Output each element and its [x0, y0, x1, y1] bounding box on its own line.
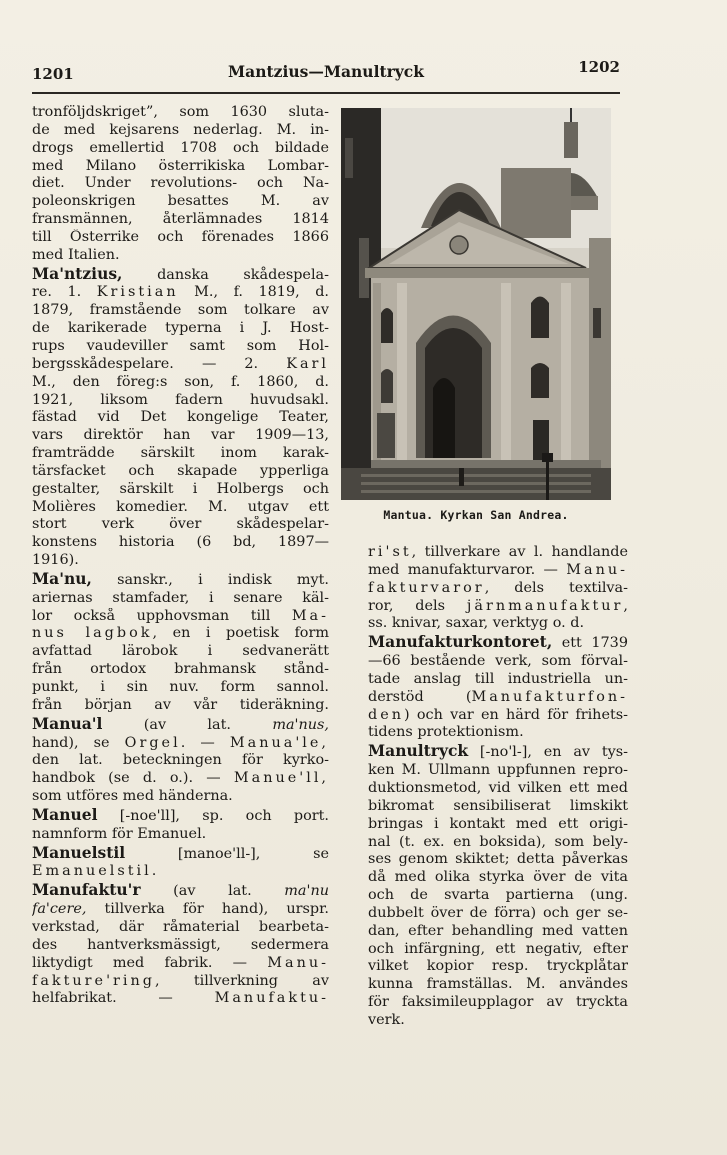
text-segment: tade anslag till industriella un-	[368, 670, 628, 687]
text-segment: handbok (se d. o.). —	[32, 770, 234, 787]
text-line	[32, 104, 329, 122]
text-segment: ror, dels	[368, 597, 467, 614]
church-photograph	[341, 108, 611, 500]
headword: Ma'nu,	[32, 569, 92, 588]
right-column	[368, 544, 628, 1030]
text-line	[32, 752, 329, 770]
text-segment: bringas i kontakt med ett origi-	[368, 815, 628, 832]
text-line	[32, 211, 329, 229]
text-segment: drogs emellertid 1708 och bildade	[32, 139, 329, 156]
text-line	[32, 826, 329, 844]
text-line	[32, 247, 329, 265]
text-line	[32, 302, 329, 320]
text-line	[368, 562, 628, 580]
text-line	[32, 374, 329, 392]
spaced-text: Ma-	[291, 607, 329, 624]
text-segment: ss. knivar, saxar, verktyg o. d.	[368, 615, 585, 632]
text-segment: framträdde särskilt inom karak-	[32, 445, 329, 462]
italic-text: fa'cere,	[32, 901, 87, 918]
text-segment: M., f. 1819, d.	[178, 284, 329, 301]
text-line	[32, 409, 329, 427]
text-segment: namnform för Emanuel.	[32, 825, 207, 842]
italic-text: ma'nu	[284, 883, 329, 900]
text-segment: 1921, liksom fadern huvudsakl.	[32, 391, 329, 408]
text-segment: dubbelt över de förra) och ger se-	[368, 904, 628, 921]
text-line	[32, 901, 329, 919]
text-segment: —66 bestående verk, som förval-	[368, 653, 628, 670]
spaced-text: Manu-	[267, 954, 329, 971]
text-segment: ) och var en härd för frihets-	[404, 706, 628, 723]
text-segment: , tillverkare av l. handlande	[411, 544, 628, 560]
spaced-text: Manufaktu-	[214, 990, 329, 1007]
text-line	[32, 844, 329, 864]
text-segment: och infärgning, ett negativ, efter	[368, 940, 628, 957]
text-line	[32, 990, 329, 1008]
text-line	[368, 633, 628, 653]
text-segment: poleonskrigen besattes M. av	[32, 193, 329, 210]
text-line	[368, 994, 628, 1012]
text-line	[368, 707, 628, 725]
text-segment: duktionsmetod, vid vilken ett med	[368, 779, 628, 796]
text-line	[32, 919, 329, 937]
text-line	[32, 392, 329, 410]
text-segment: tillverka för hand), urspr.	[86, 901, 329, 918]
text-line	[368, 958, 628, 976]
text-line	[368, 1012, 628, 1030]
text-line	[32, 284, 329, 302]
text-segment: punkt, i sin nuv. form sannol.	[32, 679, 329, 695]
text-line	[32, 481, 329, 499]
left-column	[32, 104, 329, 1008]
text-line	[32, 122, 329, 140]
headword: Manua'l	[32, 714, 103, 733]
text-line	[32, 175, 329, 193]
text-line	[32, 356, 329, 374]
text-line	[32, 320, 329, 338]
spaced-text: Manufakturfon-	[471, 688, 628, 705]
text-segment: fransmännen, återlämnades 1814	[32, 211, 329, 228]
text-line	[32, 229, 329, 247]
text-segment: ett 1739	[552, 635, 628, 652]
text-line	[32, 463, 329, 481]
spaced-text: Orgel	[124, 734, 181, 751]
text-line	[32, 534, 329, 552]
text-segment: tronföljdskriget”, som 1630 sluta-	[32, 104, 329, 120]
spaced-text: nus lagbok	[32, 625, 153, 642]
text-line	[368, 724, 628, 742]
text-line	[368, 816, 628, 834]
text-line	[368, 869, 628, 887]
text-line	[32, 955, 329, 973]
text-segment: rups vaudeviller samt som Hol-	[32, 337, 329, 354]
text-segment: som utföres med händerna.	[32, 788, 233, 805]
text-segment: avfattad lärobok i sedvanerätt	[32, 643, 329, 660]
text-segment: kunna framställas. M. användes	[368, 976, 628, 993]
text-line	[368, 544, 628, 562]
text-segment: ses genom skiktet; detta påverkas	[368, 851, 628, 868]
text-line	[368, 598, 628, 616]
text-line	[368, 671, 628, 689]
text-segment: med Milano österrikiska Lombar-	[32, 157, 329, 174]
text-segment: .	[151, 863, 157, 880]
figure-caption: Mantua. Kyrkan San Andrea.	[383, 508, 569, 522]
text-line	[32, 158, 329, 176]
text-line	[368, 689, 628, 707]
text-line	[32, 715, 329, 735]
text-segment: ken M. Ullmann uppfunnen repro-	[368, 762, 628, 779]
text-line	[368, 887, 628, 905]
text-line	[32, 770, 329, 788]
text-segment: hand), se	[32, 734, 125, 751]
text-segment: vilket kopior resp. tryckplåtar	[368, 958, 628, 975]
text-line	[368, 742, 628, 762]
text-segment: . —	[180, 734, 230, 751]
text-line	[32, 735, 329, 753]
text-segment: verk.	[368, 1011, 405, 1028]
header-rule	[32, 92, 620, 94]
spaced-text: järnmanufaktur	[466, 597, 624, 614]
text-segment: Molières komedier. M. utgav ett	[32, 498, 329, 515]
text-line	[32, 590, 329, 608]
text-line	[32, 881, 329, 901]
text-segment: , en i poetisk form	[152, 625, 329, 642]
text-line	[32, 516, 329, 534]
page-header	[32, 58, 620, 84]
text-segment: danska skådespela-	[122, 266, 329, 283]
text-line	[32, 499, 329, 517]
text-segment: stort verk över skådespelar-	[32, 516, 329, 533]
headword: Ma'ntzius,	[32, 264, 123, 283]
text-line	[32, 445, 329, 463]
text-segment: bikromat sensibiliserat limskikt	[368, 797, 628, 814]
page-number-right: 1202	[578, 58, 620, 76]
text-segment: gestalter, särskilt i Holbergs och	[32, 480, 329, 497]
text-line	[32, 661, 329, 679]
headword: Manuel	[32, 805, 98, 824]
spaced-text: Emanuelstil	[32, 863, 152, 880]
text-line	[32, 427, 329, 445]
text-segment: från början av vår tideräkning.	[32, 696, 329, 713]
text-segment: 1879, framstående som tolkare av	[32, 302, 329, 319]
text-segment: [-no'l-], en av tys-	[468, 744, 628, 761]
text-segment: ariernas stamfader, i senare käl-	[32, 589, 329, 606]
text-line	[32, 937, 329, 955]
text-segment: tidens protektionism.	[368, 724, 524, 741]
headword: Manuelstil	[32, 843, 126, 862]
italic-text: ma'nus,	[272, 716, 329, 733]
text-segment: till Österrike och förenades 1866	[32, 228, 329, 245]
text-line	[32, 788, 329, 806]
text-segment: tärsfacket och skapade ypperliga	[32, 462, 329, 479]
text-line	[32, 973, 329, 991]
text-line	[32, 697, 329, 715]
headword: Manultryck	[368, 742, 469, 761]
text-segment: bergsskådespelare. — 2.	[32, 355, 287, 372]
text-segment: des hantverksmässigt, sedermera	[32, 936, 329, 953]
text-line	[368, 762, 628, 780]
text-line	[368, 976, 628, 994]
running-title: Mantzius—Manultryck	[228, 62, 424, 81]
text-segment: då med olika styrka över de vita	[368, 869, 628, 886]
text-segment: (av lat.	[102, 716, 273, 733]
text-segment: och de svarta partierna (ung.	[368, 887, 628, 904]
text-line	[32, 338, 329, 356]
text-line	[32, 193, 329, 211]
text-segment: 1916).	[32, 552, 79, 569]
text-segment: de karikerade typerna i J. Host-	[32, 320, 329, 337]
text-segment: verkstad, där råmaterial bearbeta-	[32, 918, 329, 935]
text-segment: med manufakturvaror. —	[368, 561, 567, 578]
text-segment: (av lat.	[140, 883, 285, 900]
spaced-text: Kristian	[96, 284, 179, 301]
text-segment: sanskr., i indisk myt.	[91, 571, 329, 588]
text-segment: derstöd (	[368, 688, 472, 705]
text-segment: ,	[623, 597, 628, 614]
text-segment: helfabrikat. —	[32, 990, 215, 1007]
text-segment: liktydigt med fabrik. —	[32, 954, 268, 971]
text-segment: fästad vid Det kongelige Teater,	[32, 409, 329, 426]
text-line	[368, 834, 628, 852]
text-segment: från ortodox brahmansk stånd-	[32, 661, 329, 678]
text-segment: diet. Under revolutions- och Na-	[32, 175, 329, 192]
text-line	[368, 615, 628, 633]
headword: Manufaktu'r	[32, 881, 141, 900]
text-line	[32, 552, 329, 570]
san-andrea-facade-image	[341, 108, 611, 500]
text-line	[368, 653, 628, 671]
text-segment: med Italien.	[32, 246, 120, 263]
text-line	[368, 798, 628, 816]
text-line	[32, 625, 329, 643]
text-line	[32, 863, 329, 881]
spaced-text: fakture'ring	[32, 972, 155, 989]
spaced-text: Manu-	[566, 561, 628, 578]
spaced-text: Manue'll,	[233, 770, 329, 787]
text-line	[32, 608, 329, 626]
text-line	[368, 780, 628, 798]
text-segment: lor också upphovsman till	[32, 607, 292, 624]
text-segment: dan, efter behandling med vatten	[368, 922, 628, 939]
text-line	[32, 265, 329, 285]
spaced-text: fakturvaror	[368, 579, 485, 596]
page-number-left: 1201	[32, 65, 74, 83]
text-segment: de med kejsarens nederlag. M. in-	[32, 121, 329, 138]
text-line	[368, 941, 628, 959]
spaced-text: den	[368, 706, 404, 723]
text-segment: [manoe'll-], se	[125, 845, 329, 862]
text-segment: [-noe'll], sp. och port.	[97, 807, 329, 824]
text-segment: konstens historia (6 bd, 1897—	[32, 534, 329, 551]
spaced-text: Manua'le,	[229, 734, 329, 751]
headword: Manufakturkontoret,	[368, 633, 553, 652]
text-segment: den lat. beteckningen för kyrko-	[32, 752, 329, 769]
spaced-text: ri'st	[368, 544, 412, 560]
text-segment: , tillverkning av	[155, 972, 329, 989]
spaced-text: Karl	[286, 355, 329, 372]
text-segment: M., den föreg:s son, f. 1860, d.	[32, 373, 329, 390]
text-line	[368, 905, 628, 923]
text-segment: re. 1.	[32, 284, 97, 301]
text-segment: vars direktör han var 1909—13,	[32, 427, 329, 444]
text-line	[368, 923, 628, 941]
text-line	[32, 806, 329, 826]
text-line	[32, 570, 329, 590]
text-line	[32, 643, 329, 661]
text-line	[32, 140, 329, 158]
text-line	[32, 679, 329, 697]
text-segment: nal (t. ex. en boksida), som bely-	[368, 833, 628, 850]
text-line	[368, 580, 628, 598]
text-segment: för faksimileupplagor av tryckta	[368, 994, 628, 1011]
text-line	[368, 851, 628, 869]
text-segment: , dels textilva-	[484, 579, 628, 596]
